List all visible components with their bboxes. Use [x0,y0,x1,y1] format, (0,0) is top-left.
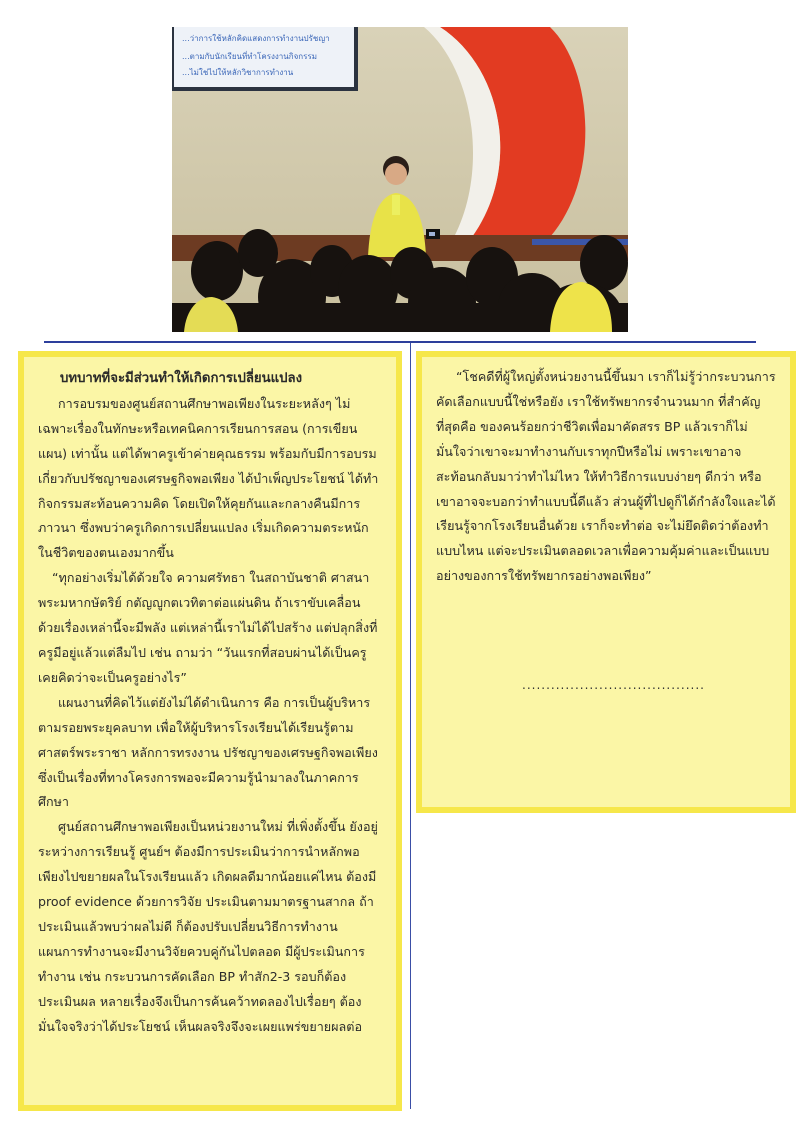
right-paragraph: “โชคดีที่ผู้ใหญ่ตั้งหน่วยงานนี้ขึ้นมา เราก็ไม่รู้ว่ากระบวนการคัดเลือกแบบนี้ใช่หรือยัง เราใช้ทรัพยากรจำนวนมาก ที่สำคัญที่สุดคือ ของคนร้อยกว่าชีวิตเพื่อมาคัดสรร BP แล้วเราก็ไม่มั่นใจว่าเขาจะมาทำงานกับเราทุกปีหรือไม่ เพราะเขาอาจสะท้อนกลับมาว่าทำไม่ไหว ให้ทำวิธีการแบบง่ายๆ ดีกว่า หรือเขาอาจจะบอกว่าทำแบบนี้ดีแล้ว ส่วนผู้ที่ไปดูก็ได้กำลังใจและได้เรียนรู้จากโรงเรียนอื่นด้วย เราก็จะทำต่อ จะไม่ยึดติดว่าต้องทำแบบไหน แต่จะประเมินตลอดเวลาเพื่อความคุ้มค่าและเป็นแบบอย่างของการใช้ทรัพยากรอย่างพอเพียง” [436,369,776,584]
left-paragraph: “ทุกอย่างเริ่มได้ด้วยใจ ความศรัทธา ในสถาบันชาติ ศาสนา พระมหากษัตริย์ กตัญญูกตเวทิตาต่อแผ่นดิน ถ้าเราขับเคลื่อนด้วยเรื่องเหล่านี้จะมีพลัง แต่เหล่านี้เราไม่ได้ไปสร้าง แต่ปลุกสิ่งที่ครูมีอยู่แล้วแต่ลืมไป เช่น ถามว่า “วันแรกที่สอบผ่านได้เป็นครู เคยคิดว่าจะเป็นครูอย่างไร” [38,570,378,685]
left-paragraph: แผนงานที่คิดไว้แต่ยังไม่ได้ดำเนินการ คือ การเป็นผู้บริหารตามรอยพระยุคลบาท เพื่อให้ผู้บริหารโรงเรียนได้เรียนรู้ตามศาสตร์พระราชา หลักการทรงงาน ปรัชญาของเศรษฐกิจพอเพียง ซึ่งเป็นเรื่องที่ทางโครงการพอจะมีความรู้นำมาลงในภาคการศึกษา [38,694,378,810]
slide-line-3: ...ไม่ใช่ไปให้หลักวิชาการทำงาน [182,68,294,77]
left-paragraph: ศูนย์สถานศึกษาพอเพียงเป็นหน่วยงานใหม่ ที่เพิ่งตั้งขึ้น ยังอยู่ระหว่างการเรียนรู้ ศูนย์ฯ ต้องมีการประเมินว่าการนำหลักพอเพียงไปขยายผลในโรงเรียนแล้ว เกิดผลดีมากน้อยแค่ไหน ต้องมี proof evidence ด้วยการวิจัย ประเมินตามมาตรฐานสากล ถ้าประเมินแล้วพบว่าผลไม่ดี ก็ต้องปรับเปลี่ยนวิธีการทำงานแผนการทำงานจะมีงานวิจัยควบคู่กันไปตลอด มีผู้ประเมินการทำงาน เช่น กระบวนการคัดเลือก BP ทำสัก2-3 รอบก็ต้องประเมินผล หลายเรื่องจึงเป็นการค้นคว้าทดลองไปเรื่อยๆ ต้องมั่นใจจริงว่าได้ประโยชน์ เห็นผลจริงจึงจะเผยแพร่ขยายผลต่อ [38,819,378,1034]
column-divider [410,343,411,1109]
left-text-box [18,351,402,1111]
slide-line-1: ...ว่าการใช้หลักคิดแสดงการทำงานปรัชญา [182,34,330,43]
left-paragraph: การอบรมของศูนย์สถานศึกษาพอเพียงในระยะหลังๆ ไม่เฉพาะเรื่องในทักษะหรือเทคนิคการเรียนการสอน (การเขียนแผน) เท่านั้น แต่ได้พาครูเข้าค่ายคุณธรรม พร้อมกับมีการอบรมเกี่ยวกับปรัชญาของเศรษฐกิจพอเพียง ได้บำเพ็ญประโยชน์ ได้ทำกิจกรรมสะท้อนความคิด โดยเปิดให้คุยกันและกลางคืนมีการภาวนา ซึ่งพบว่าครูเกิดการเปลี่ยนแปลง เริ่มเกิดความตระหนักในชีวิตของตนเองมากขึ้น [38,395,379,561]
classroom-photo [172,27,628,332]
slide-line-2: ...ตามกับนักเรียนที่ทำโครงงานกิจกรรม [182,52,318,61]
header-divider [44,341,756,343]
classroom-photo-icon [172,27,628,332]
right-text-box [416,351,796,813]
section-heading: บทบาทที่จะมีส่วนทำให้เกิดการเปลี่ยนแปลง [60,371,303,386]
end-mark: ...................................... [522,678,705,692]
